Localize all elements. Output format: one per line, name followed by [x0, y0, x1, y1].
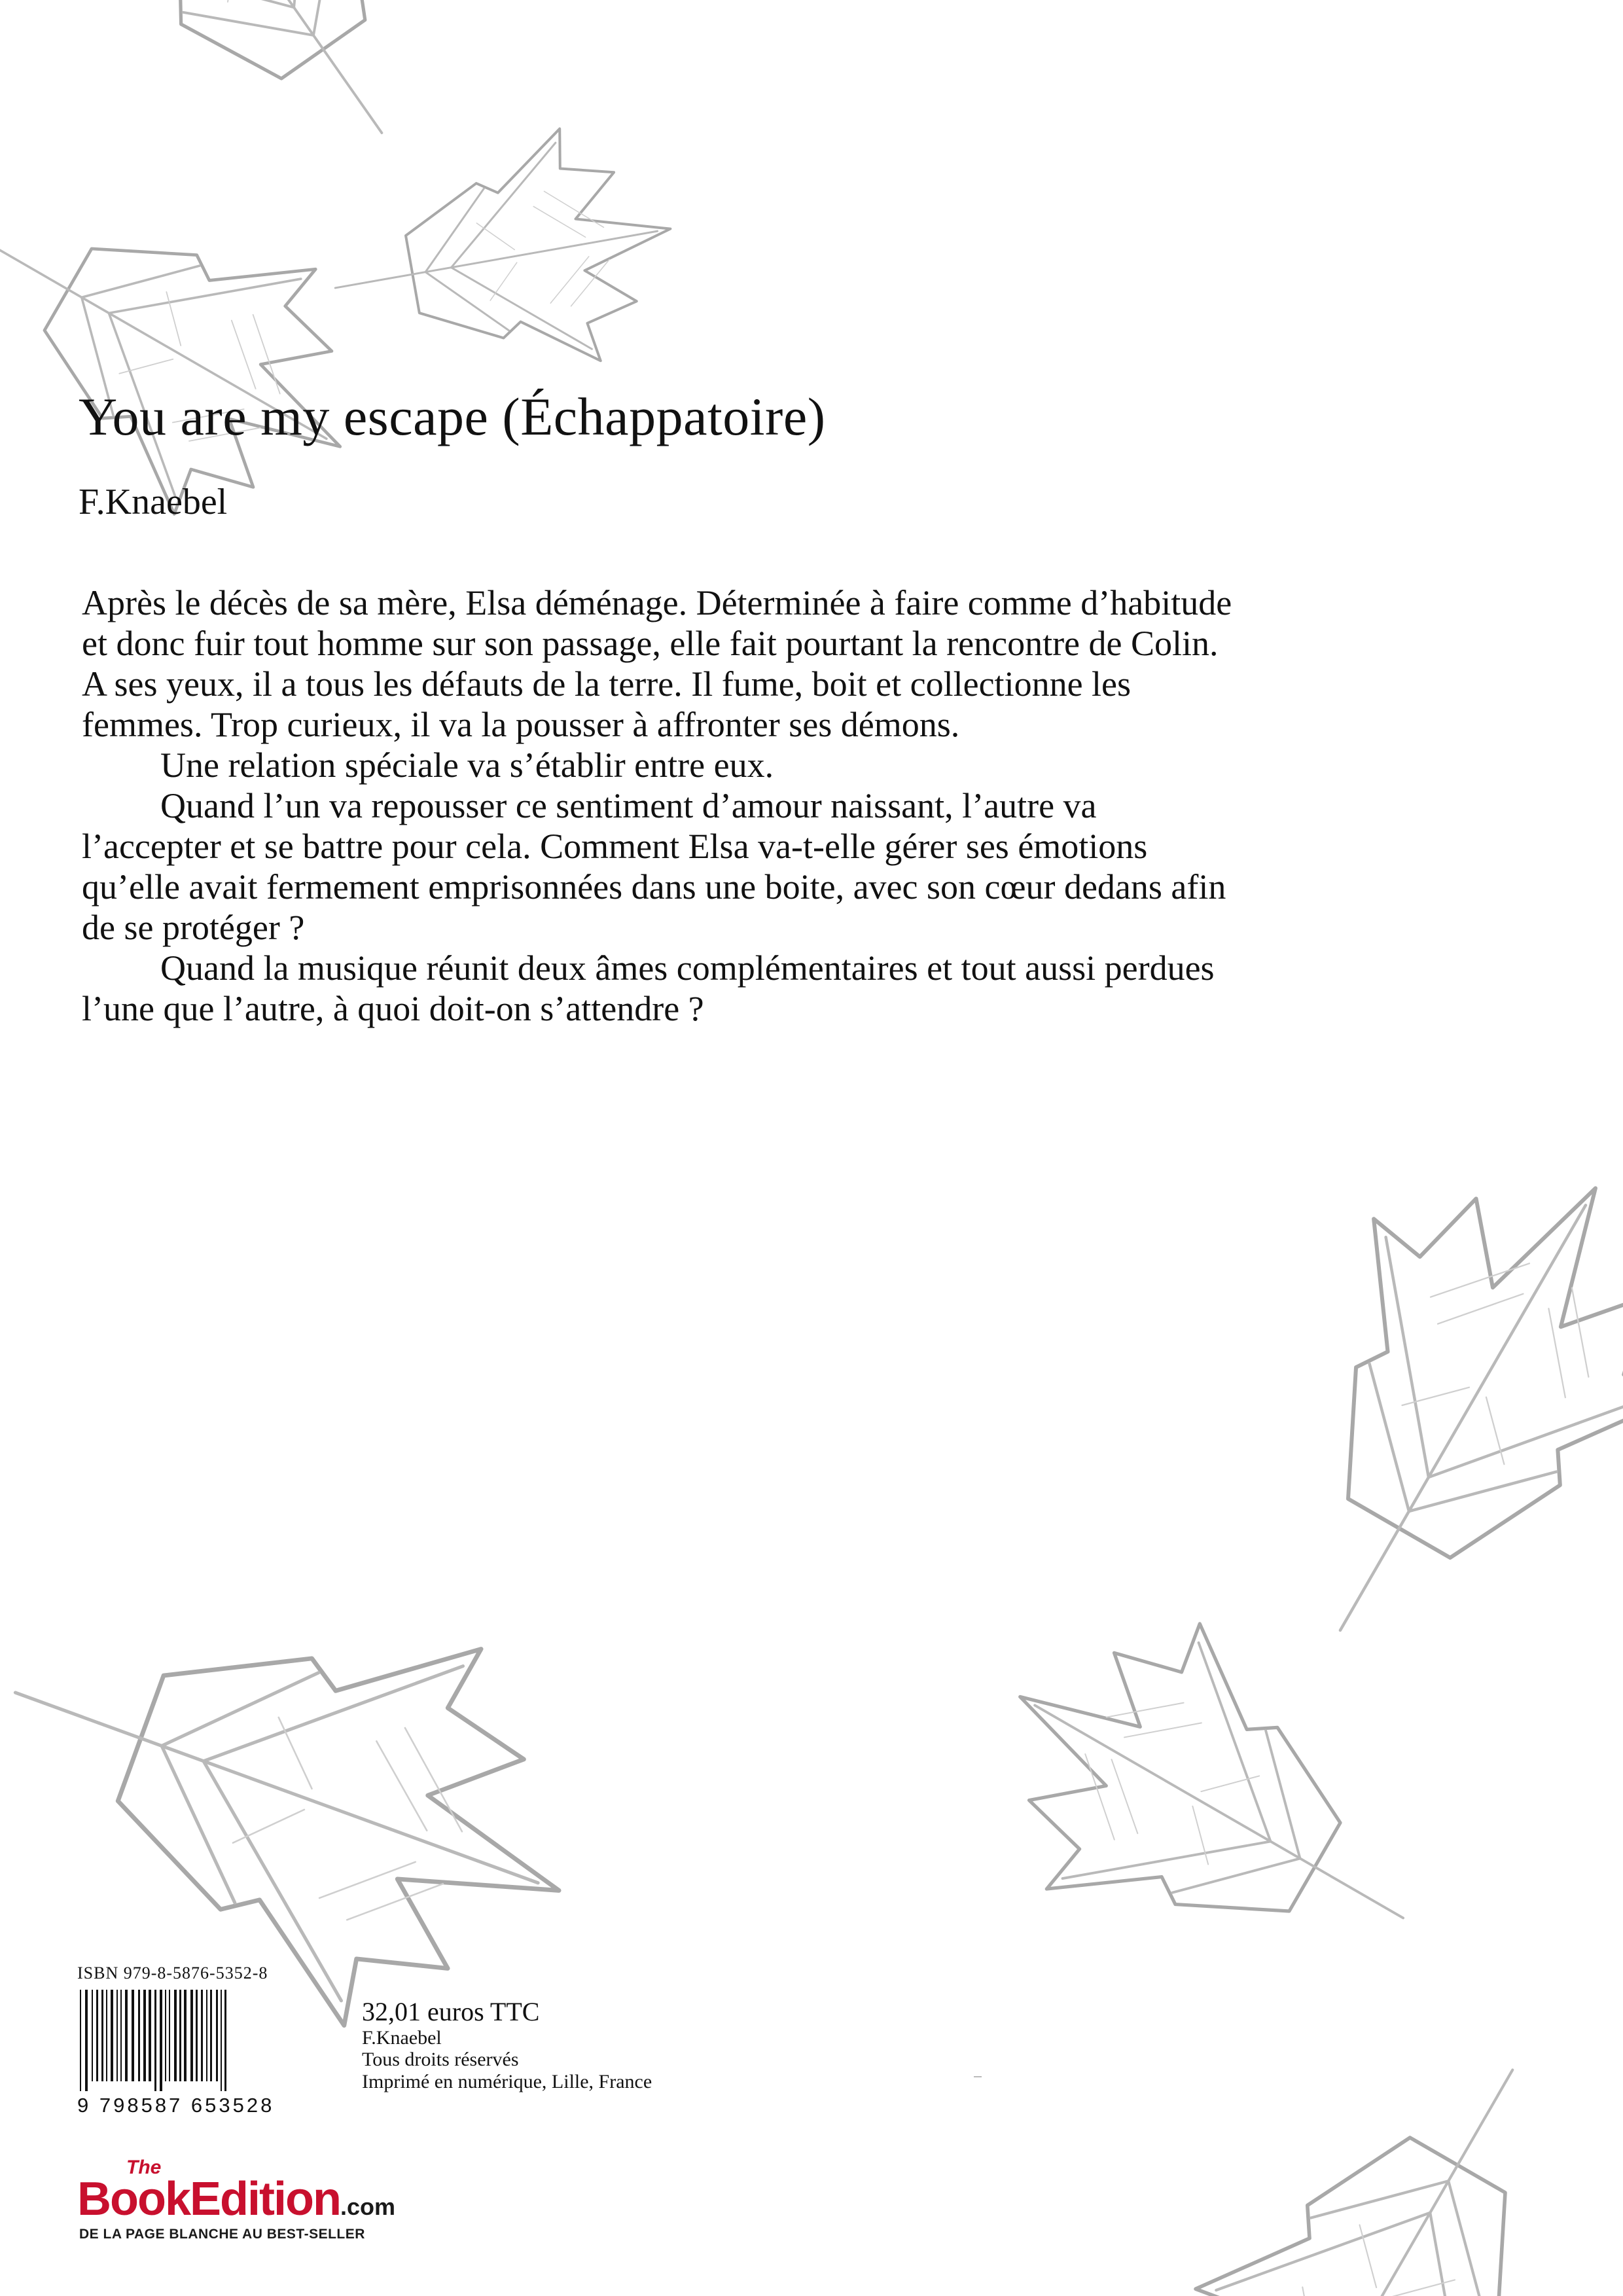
barcode-icon: [77, 1990, 321, 2091]
maple-leaf-icon: [315, 113, 691, 404]
logo-name: BookEdition: [77, 2173, 340, 2225]
book-title: You are my escape (Échappatoire): [79, 387, 826, 446]
maple-leaf-icon: [1187, 1100, 1623, 1718]
barcode-digits: 9 798587 653528: [77, 2094, 275, 2117]
barcode-block: [77, 1964, 321, 2117]
divider: [974, 2076, 982, 2077]
summary-paragraph: Une relation spéciale va s’établir entre eux.: [160, 745, 774, 785]
summary-paragraph: Quand l’un va repousser ce sentiment d’amour naissant, l’autre va l’accepter et se battre pour cela. Comment Elsa va-t-elle gérer ses émotions qu’elle avait fermement emprisonnées dans une boite, avec son cœur dedans afin de se protéger ?: [82, 786, 1226, 947]
maple-leaf-icon: [944, 1564, 1480, 2051]
legal-info: [362, 1998, 652, 2093]
summary-paragraph: Quand la musique réunit deux âmes complémentaires et tout aussi perdues l’une que l’autre, à quoi doit-on s’attendre ?: [82, 948, 1215, 1028]
logo-the: The: [126, 2157, 162, 2178]
logo-tagline: DE LA PAGE BLANCHE AU BEST-SELLER: [79, 2227, 365, 2242]
summary-paragraph: Après le décès de sa mère, Elsa déménage. Déterminée à faire comme d’habitude et donc fuir tout homme sur son passage, elle fait pourtant la rencontre de Colin. A ses yeux, il a tous les défauts de la terre. Il fume, boit et collectionne les femmes. Trop curieux, il va la pousser à affronter ses démons.: [82, 583, 1232, 744]
legal-author: F.Knaebel: [362, 2026, 442, 2049]
maple-leaf-icon: [3, 0, 507, 221]
book-author: F.Knaebel: [79, 482, 228, 522]
price: 32,01 euros TTC: [362, 1997, 540, 2026]
printing-info: Imprimé en numérique, Lille, France: [362, 2070, 652, 2092]
book-summary: [82, 583, 1234, 1029]
logo-wordmark: [77, 2172, 395, 2226]
rights-notice: Tous droits réservés: [362, 2049, 519, 2071]
logo-tld: .com: [340, 2193, 395, 2220]
isbn-label: ISBN 979-8-5876-5352-8: [77, 1964, 268, 1982]
maple-leaf-icon: [1132, 1988, 1623, 2296]
